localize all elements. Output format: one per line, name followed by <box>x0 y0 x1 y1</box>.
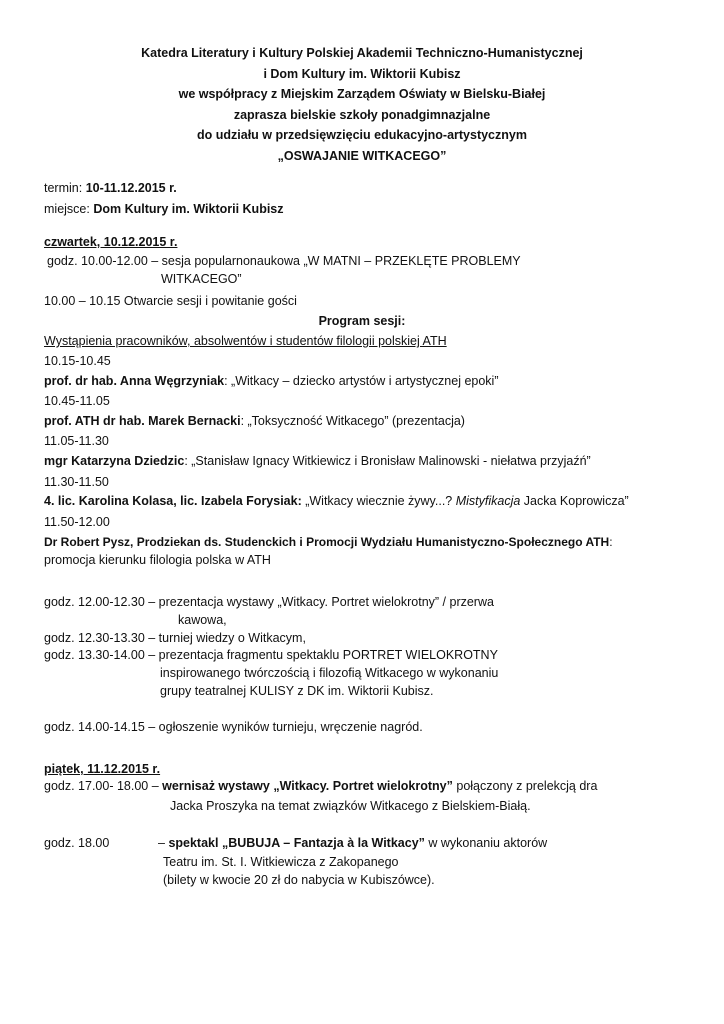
event-desc: połączony z prelekcją dra <box>452 779 598 793</box>
program-title: Program sesji: <box>318 314 406 328</box>
talk-line <box>44 533 613 551</box>
talk-title-italic: Mistyfikacja <box>455 494 521 508</box>
termin-line <box>44 179 177 197</box>
talk-title-end: Jacka Koprowicza” <box>520 494 629 508</box>
miejsce-label: miejsce: <box>44 202 94 216</box>
talk-speaker: mgr Katarzyna Dziedzic <box>44 454 185 468</box>
session-title-cont: WITKACEGO” <box>161 272 242 286</box>
event-desc: w wykonaniu aktorów <box>424 836 548 850</box>
header-line: Katedra Literatury i Kultury Polskiej Akademii Techniczno-Humanistycznej <box>141 46 583 60</box>
talk-speaker: prof. dr hab. Anna Węgrzyniak <box>44 374 225 388</box>
talk-time: 11.30-11.50 <box>44 475 109 489</box>
miejsce-line <box>44 200 284 218</box>
talk-time: 10.45-11.05 <box>44 394 110 408</box>
talk-speaker: Dr Robert Pysz, Prodziekan ds. Studenckich i Promocji Wydziału Humanistyczno-Społecznego ATH <box>44 535 610 549</box>
event-line-cont: (bilety w kwocie 20 zł do nabycia w Kubiszówce). <box>163 873 435 887</box>
session-time: godz. 10.00-12.00 – sesja popularnonaukowa „W MATNI – PRZEKLĘTE PROBLEMY <box>47 254 521 268</box>
termin-value: 10-11.12.2015 r. <box>85 181 177 195</box>
event-line <box>44 777 597 795</box>
event-line-cont: Jacka Proszyka na temat związków Witkacego z Bielskiem-Białą. <box>170 799 531 813</box>
event-line <box>158 834 547 852</box>
event-title-bold: spektakl „BUBUJA – Fantazja à la Witkacy” <box>168 836 425 850</box>
event-line: godz. 12.00-12.30 – prezentacja wystawy „Witkacy. Portret wielokrotny” / przerwa <box>44 595 494 609</box>
miejsce-value: Dom Kultury im. Wiktorii Kubisz <box>93 202 284 216</box>
header-line: i Dom Kultury im. Wiktorii Kubisz <box>263 66 461 81</box>
talk-time: 10.15-10.45 <box>44 354 111 368</box>
header-line: do udziału w przedsięwzięciu edukacyjno-artystycznym <box>197 128 527 143</box>
termin-label: termin: <box>44 181 86 195</box>
talk-time: 11.05-11.30 <box>44 434 109 448</box>
talk-title: : „Stanisław Ignacy Witkiewicz i Bronisław Malinowski - niełatwa przyjaźń” <box>184 454 591 468</box>
talk-title: : „Witkacy – dziecko artystów i artystycznej epoki” <box>224 374 499 388</box>
talk-title: : <box>609 535 613 549</box>
talk-title: „Witkacy wiecznie żywy...? <box>301 494 456 508</box>
talk-speaker: 4. lic. Karolina Kolasa, lic. Izabela Forysiak: <box>44 494 302 508</box>
event-line-cont: grupy teatralnej KULISY z DK im. Wiktorii Kubisz. <box>160 684 434 698</box>
event-line: godz. 14.00-14.15 – ogłoszenie wyników turnieju, wręczenie nagród. <box>44 720 423 734</box>
opening-line: 10.00 – 10.15 Otwarcie sesji i powitanie gości <box>44 294 297 308</box>
event-line-cont: inspirowanego twórczością i filozofią Witkacego w wykonaniu <box>160 666 499 680</box>
talk-line-2: promocja kierunku filologia polska w ATH <box>44 553 271 567</box>
event-title-bold: wernisaż wystawy „Witkacy. Portret wielokrotny” <box>162 779 453 793</box>
day1-heading: czwartek, 10.12.2015 r. <box>44 235 178 249</box>
talk-time: 11.50-12.00 <box>44 515 110 529</box>
talk-line <box>44 452 591 470</box>
talk-line <box>44 372 499 390</box>
event-line-cont: kawowa, <box>178 613 227 627</box>
event-time: godz. 18.00 <box>44 836 110 850</box>
event-title: „OSWAJANIE WITKACEGO” <box>277 148 447 163</box>
event-line: godz. 12.30-13.30 – turniej wiedzy o Witkacym, <box>44 631 306 645</box>
talk-line <box>44 412 465 430</box>
talk-title: : „Toksyczność Witkacego” (prezentacja) <box>240 414 465 428</box>
event-time: godz. 17.00- 18.00 – <box>44 779 163 793</box>
header-line: zaprasza bielskie szkoły ponadgimnazjalne <box>233 107 491 122</box>
invitation-header <box>0 43 724 167</box>
talk-speaker: prof. ATH dr hab. Marek Bernacki <box>44 414 241 428</box>
talk-line <box>44 492 629 510</box>
event-dash: – <box>158 836 169 850</box>
day2-heading: piątek, 11.12.2015 r. <box>44 762 161 776</box>
event-line-cont: Teatru im. St. I. Witkiewicza z Zakopanego <box>163 855 399 869</box>
header-line: we współpracy z Miejskim Zarządem Oświaty w Bielsku-Białej <box>178 87 546 102</box>
event-line: godz. 13.30-14.00 – prezentacja fragmentu spektaklu PORTRET WIELOKROTNY <box>44 648 498 662</box>
program-subtitle: Wystąpienia pracowników, absolwentów i studentów filologii polskiej ATH <box>44 334 447 348</box>
